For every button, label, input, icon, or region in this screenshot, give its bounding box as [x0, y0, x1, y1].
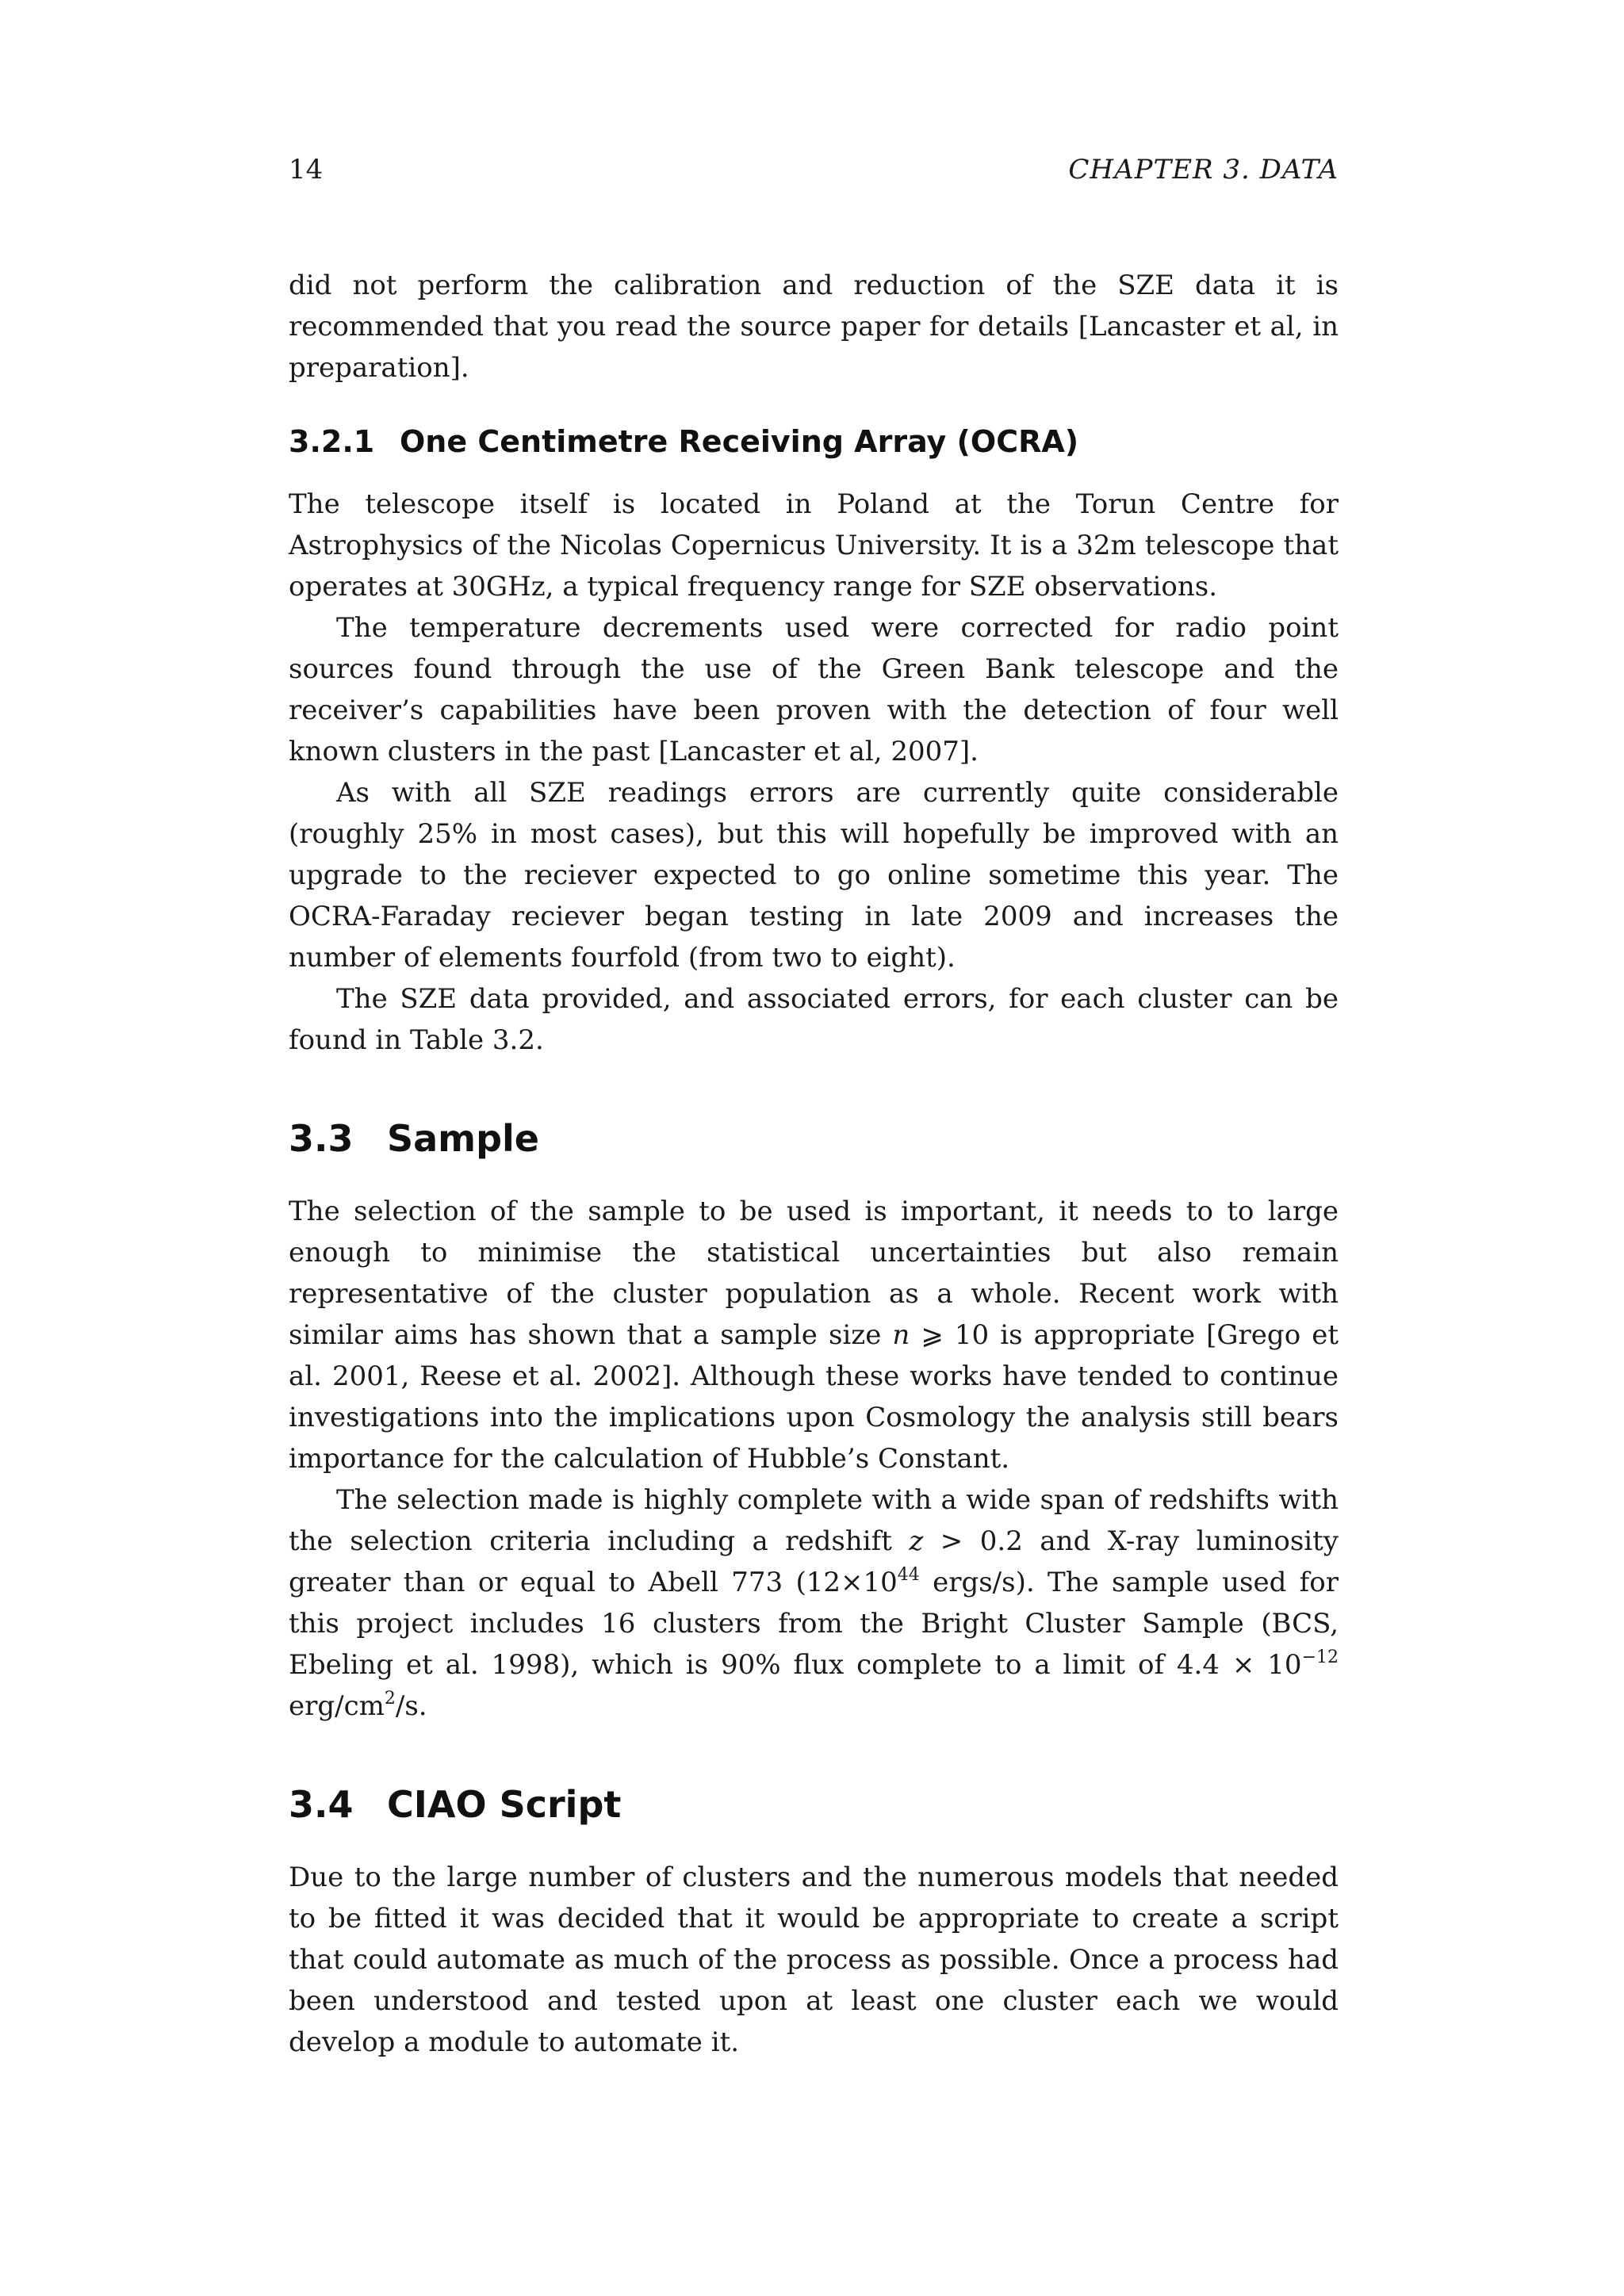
- paragraph-selection-criteria: [289, 1479, 1339, 1727]
- text-run: The selection of the sample to be used is important, it needs to to large enough to minimise the statistical uncertainties but also remain representative of the cluster population as a whole. Recent work with similar aims has shown that a sample size: [289, 1196, 1339, 1351]
- section-heading-3-2-1: [289, 422, 1339, 461]
- intro-paragraph: did not perform the calibration and reduction of the SZE data it is recommended that you read the source paper for details [Lancaster et al, in preparation].: [289, 270, 1339, 384]
- text-run: The selection made is highly complete with a wide span of redshifts with the selection criteria including a redshift: [289, 1484, 1339, 1557]
- running-title: CHAPTER 3. DATA: [1068, 154, 1339, 186]
- text-run: erg/cm: [289, 1690, 385, 1722]
- page-number: 14: [289, 154, 324, 186]
- section-number: 3.2.1: [289, 424, 375, 459]
- math-relation: ⩾ 10: [910, 1319, 990, 1351]
- paragraph-ciao-script: Due to the large number of clusters and the numerous models that needed to be fitted it was decided that it would be appropriate to create a script that could automate as much of the process as possible. Once a process had been understood and tested upon at least one cluster each we would develop a module to automate it.: [289, 1862, 1339, 2058]
- text-run: is appropriate [Grego et al. 2001, Reese et al. 2002]. Although these works have tended to continue investigations into the implications upon Cosmology the analysis still bears importance for the calculation of Hubble’s Constant.: [289, 1319, 1339, 1475]
- math-variable-z: z: [909, 1525, 924, 1557]
- section-title: One Centimetre Receiving Array (OCRA): [400, 424, 1079, 459]
- section-title: CIAO Script: [387, 1783, 622, 1826]
- paragraph-temperature-decrements: The temperature decrements used were corrected for radio point sources found through the use of the Green Bank telescope and the receiver’s capabilities have been proven with the detection of four well known clusters in the past [Lancaster et al, 2007].: [289, 612, 1339, 767]
- math-variable-n: n: [892, 1319, 910, 1351]
- paragraph-table-reference: The SZE data provided, and associated errors, for each cluster can be found in Table 3.2.: [289, 983, 1339, 1056]
- paragraph-telescope: The telescope itself is located in Poland at the Torun Centre for Astrophysics of the Nicolas Copernicus University. It is a 32m telescope that operates at 30GHz, a typical frequency range for SZE observations.: [289, 488, 1339, 603]
- paragraph-errors: As with all SZE readings errors are currently quite considerable (roughly 25% in most cases), but this will hopefully be improved with an upgrade to the reciever expected to go online sometime this year. The OCRA-Faraday reciever began testing in late 2009 and increases the number of elements fourfold (from two to eight).: [289, 777, 1339, 974]
- math-relation: > 0.2: [923, 1525, 1023, 1557]
- text-run: and X-ray luminosity greater than or equal to Abell 773 (12×10: [289, 1525, 1339, 1598]
- exponent: 2: [384, 1689, 396, 1709]
- section-title: Sample: [387, 1117, 539, 1160]
- text-run: /s.: [395, 1690, 427, 1722]
- section-number: 3.3: [289, 1117, 354, 1160]
- section-heading-3-4: [289, 1781, 1339, 1828]
- page-body: [289, 265, 1339, 2063]
- section-number: 3.4: [289, 1783, 354, 1826]
- text-run: ergs/s). The sample used for this project includes 16 clusters from the Bright Cluster Sample (BCS, Ebeling et al. 1998), which is 90% flux complete to a limit of 4.4 × 10: [289, 1567, 1339, 1681]
- section-heading-3-3: [289, 1115, 1339, 1162]
- exponent: −12: [1301, 1647, 1339, 1667]
- exponent: 44: [897, 1565, 920, 1585]
- page-header: [289, 152, 1339, 187]
- paragraph-sample-selection: [289, 1191, 1339, 1479]
